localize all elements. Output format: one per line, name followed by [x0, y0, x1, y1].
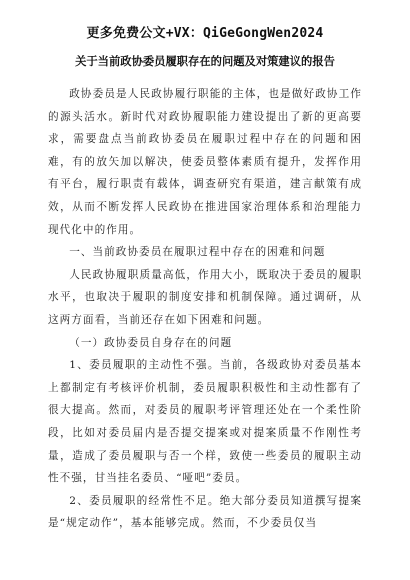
point-2-paragraph: 2、委员履职的经常性不足。绝大部分委员知道撰写提案是“规定动作”，基本能够完成。然而，不少委员仅当 [48, 494, 362, 530]
intro-paragraph: 政协委员是人民政协履行职能的主体，也是做好政协工作的源头活水。新时代对政协履职能力建设提出了新的更高要求，需要盘点当前政协委员在履职过程中存在的问题和困难，有的放矢加以解决，使委员整体素质有提升，发挥作用有平台，履行职责有载体，调查研究有渠道，建言献策有成效，从而不断发挥人民政协在推进国家治理体系和治理能力现代化中的作用。 [48, 88, 362, 236]
section-1-paragraph: 人民政协履职质量高低，作用大小，既取决于委员的履职水平，也取决于履职的制度安排和机制保障。通过调研，从这两方面看，当前还存在如下困难和问题。 [48, 268, 362, 326]
section-heading-1: 一、当前政协委员在履职过程中存在的困难和问题 [69, 246, 326, 259]
point-1-paragraph: 1、委员履职的主动性不强。当前，各级政协对委员基本上都制定有考核评价机制，委员履职积极性和主动性都有了很大提高。然而，对委员的履职考评管理还处在一个柔性阶段，比如对委员届内是否提交提案或对提案质量不作刚性考量，造成了委员履职与否一个样，致使一些委员的履职主动性不强，甘当挂名委员、“哑吧”委员。 [48, 359, 362, 485]
promo-banner: 更多免费公文+VX：QiGeGongWen2024 [86, 26, 324, 41]
subsection-heading-1: （一）政协委员自身存在的问题 [69, 336, 233, 349]
document-title: 关于当前政协委员履职存在的问题及对策建议的报告 [75, 54, 335, 68]
